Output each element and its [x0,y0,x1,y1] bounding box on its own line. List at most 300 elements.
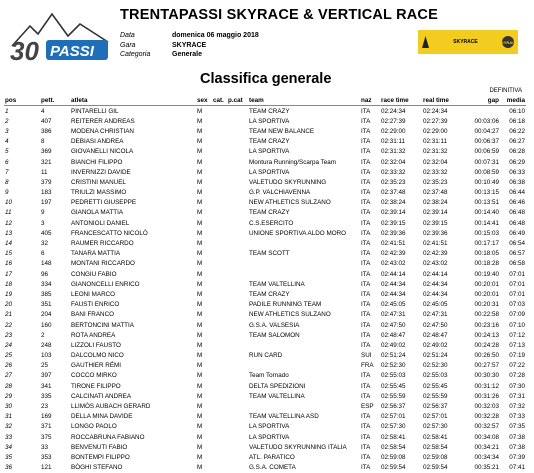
table-cell [227,167,248,177]
table-row [4,452,526,462]
table-cell: RUN CARD [249,352,283,360]
table-cell [212,361,227,371]
table-cell: ITA [361,107,371,115]
table-cell [466,106,500,117]
table-cell: TEAM VALTELLINA [249,392,305,400]
table-cell [227,249,248,259]
table-cell: REITERER ANDREAS [71,117,135,125]
table-cell: VALETUDO SKYRUNNING ITALIA [249,443,347,451]
table-row [4,198,526,208]
table-cell: DALCOLMO NICO [71,352,124,360]
table-cell: 353 [41,453,52,461]
table-cell: VALETUDO SKYRUNNING [249,178,327,186]
table-cell [227,106,248,117]
table-cell: ITA [361,433,371,441]
table-cell: M [197,229,203,237]
table-cell: DELTA SPEDIZIONI [249,382,306,390]
column-header: p.cat [227,95,248,106]
table-cell [248,259,360,269]
table-row [4,126,526,136]
table-cell: TEAM CRAZY [249,107,290,115]
table-cell: M [197,158,203,166]
table-cell: TEAM CRAZY [249,138,290,146]
table-cell: 00:17:17 [474,240,499,248]
table-cell [227,361,248,371]
table-cell: 11 [5,209,12,217]
table-cell: 06:44 [509,189,525,197]
table-cell: 07:01 [509,280,525,288]
table-row [4,442,526,452]
table-cell [227,452,248,462]
trentapassi-logo [8,6,112,64]
table-cell: 02:35:23 [423,178,448,186]
table-cell: ITA [361,382,371,390]
gara-value: SKYRACE [172,41,207,49]
table-cell: 00:27:57 [474,362,499,370]
table-cell: 02:42:39 [423,250,448,258]
table-row [4,177,526,187]
table-cell: 2 [41,331,45,339]
table-cell: 00:34:21 [474,443,499,451]
table-cell: 28 [5,382,13,390]
table-cell: 02:29:00 [381,127,406,135]
column-header: sex [196,95,212,106]
data-label: Data [120,32,135,39]
table-cell: 06:38 [509,178,525,186]
table-cell [227,259,248,269]
table-cell: 06:49 [509,229,525,237]
svg-text:PASSI: PASSI [50,43,94,60]
table-cell: 4 [41,107,45,115]
table-cell [227,208,248,218]
table-cell [212,126,227,136]
table-cell: M [197,178,203,186]
table-row [4,401,526,411]
table-cell: 407 [41,117,52,125]
table-cell: 5 [5,148,9,156]
table-cell: TRIULZI MASSIMO [71,189,127,197]
table-cell: Team Tornado [249,372,289,380]
table-row [4,432,526,442]
table-cell: M [197,382,203,390]
table-cell [227,188,248,198]
table-cell: GIANONCELLI ENRICO [71,280,140,288]
table-cell: ITA [361,341,371,349]
table-cell: 00:13:51 [474,199,499,207]
table-cell [212,188,227,198]
table-cell: 02:57:01 [423,413,448,421]
table-cell: LA SPORTIVA [249,433,290,441]
table-cell: 07:38 [509,433,525,441]
table-cell [227,137,248,147]
table-cell: 19 [5,290,13,298]
table-cell: 00:26:50 [474,352,499,360]
table-cell: 02:31:11 [381,138,406,146]
table-cell: 06:57 [509,250,525,258]
table-cell: 02:44:34 [423,280,448,288]
sponsor-badge-icon [498,36,518,48]
categoria-value: Generale [172,51,202,59]
gara-label: Gara [120,41,136,49]
table-cell: 02:39:15 [381,219,406,227]
table-cell [212,208,227,218]
table-cell: 30 [5,403,13,411]
table-cell: M [197,280,203,288]
table-cell: 02:49:02 [423,341,448,349]
table-cell [212,269,227,279]
table-cell: ITA [361,229,371,237]
table-cell: 02:33:32 [423,168,448,176]
table-cell: FAUSTI ENRICO [71,301,120,309]
table-body [4,106,526,473]
table-cell: 121 [41,464,52,472]
table-cell [212,442,227,452]
table-cell: ITA [361,392,371,400]
table-cell: 02:57:01 [381,413,406,421]
table-cell: 02:59:54 [381,464,406,472]
table-cell: 379 [41,178,52,186]
table-cell: M [197,138,203,146]
table-cell: 02:38:24 [381,199,406,207]
table-cell [212,198,227,208]
table-cell: 02:55:03 [381,372,406,380]
table-cell: 169 [41,413,52,421]
table-cell: MODENA CHRISTIAN [71,127,134,135]
table-cell: 8 [41,138,45,146]
table-cell: ITA [361,240,371,248]
table-cell: M [197,372,203,380]
column-header: media [500,95,526,106]
table-cell: 02:55:59 [423,392,448,400]
table-cell: 02:39:36 [381,229,406,237]
section-title: Classifica generale [200,71,332,87]
table-cell: 385 [41,290,52,298]
table-cell: 00:24:13 [474,331,499,339]
table-cell: CRISTINI MANUEL [71,178,126,186]
table-cell: LLIMÓS AUBACH GERARD [71,403,151,411]
table-cell: 06:22 [509,127,525,135]
table-cell [227,442,248,452]
table-cell: M [197,464,203,472]
table-cell [227,279,248,289]
table-cell [212,432,227,442]
table-cell: UNIONE SPORTIVA ALDO MORO [249,229,347,237]
table-cell: 06:48 [509,219,525,227]
table-cell: M [197,433,203,441]
table-cell: 24 [5,341,13,349]
table-cell: LA SPORTIVA [249,117,290,125]
table-cell: 02:33:32 [381,168,406,176]
table-cell: M [197,352,203,360]
table-cell: 02:55:45 [423,382,448,390]
table-cell: 00:32:03 [474,403,499,411]
table-cell: 7 [5,168,9,176]
table-cell: 16 [5,260,13,268]
table-cell: 02:31:32 [423,148,448,156]
table-cell: 33 [41,443,49,451]
table-row [4,157,526,167]
table-cell: LA SPORTIVA [249,168,290,176]
column-header: real time [422,95,466,106]
table-cell: 06:27 [509,138,525,146]
table-cell [212,249,227,259]
table-cell [227,126,248,136]
table-cell: 02:31:11 [423,138,448,146]
table-cell: 02:44:34 [423,290,448,298]
table-cell: 02:58:54 [423,443,448,451]
table-cell: 02:44:14 [423,270,448,278]
table-cell: DEBIASI ANDREA [71,138,124,146]
column-header: atleta [70,95,196,106]
table-cell: ITA [361,260,371,268]
table-cell [248,361,360,371]
table-cell [227,412,248,422]
table-cell: 02:51:24 [423,352,448,360]
table-cell: ITA [361,464,371,472]
table-cell: ITA [361,168,371,176]
table-cell: ROCCABRUNA FABIANO [71,433,145,441]
table-cell: 02:39:36 [423,229,448,237]
table-cell: ITA [361,331,371,339]
table-cell: 148 [41,260,52,268]
table-cell: 27 [5,372,13,380]
table-cell: G.S.A. VALSESIA [249,321,300,329]
table-cell: C.S.ESERCITO [249,219,294,227]
table-cell: 00:31:12 [474,382,499,390]
table-cell: 20 [5,301,13,309]
table-cell: 00:20:01 [474,290,499,298]
table-cell: TEAM VALTELLINA [249,280,305,288]
table-cell: 1 [5,107,9,115]
table-cell: 00:10:49 [474,178,499,186]
table-cell [227,340,248,350]
table-row [4,320,526,330]
table-cell: 321 [41,158,52,166]
table-cell: 02:55:59 [381,392,406,400]
table-cell [212,422,227,432]
table-cell: 00:20:01 [474,280,499,288]
column-header: gap [466,95,500,106]
table-cell: 96 [41,270,49,278]
table-cell: 02:58:41 [423,433,448,441]
table-cell: 00:20:31 [474,301,499,309]
table-cell: ITA [361,423,371,431]
table-cell: 21 [5,311,13,319]
table-cell: 13 [5,229,13,237]
table-cell: 8 [5,178,9,186]
table-cell: 6 [5,158,9,166]
table-cell: 02:37:48 [381,189,406,197]
table-cell: 00:07:31 [474,158,499,166]
table-cell: 10 [5,199,13,207]
table-cell: 02:32:04 [381,158,406,166]
table-cell: 02:47:50 [381,321,406,329]
table-cell: 07:32 [509,403,525,411]
table-row [4,137,526,147]
table-cell: ITA [361,453,371,461]
column-header: pos [4,95,40,106]
table-cell: 00:23:16 [474,321,499,329]
table-cell [212,177,227,187]
table-cell: PADILE RUNNING TEAM [249,301,322,309]
categoria-label: Categoria [120,51,151,59]
table-cell [227,422,248,432]
table-cell: 06:58 [509,260,525,268]
table-cell: ITA [361,189,371,197]
table-cell: GIANOLA MATTIA [71,209,124,217]
table-row [4,381,526,391]
table-cell [212,147,227,157]
table-cell [212,351,227,361]
table-cell [212,300,227,310]
table-cell: 07:28 [509,372,525,380]
table-cell: ITA [361,178,371,186]
table-cell: 23 [5,331,13,339]
table-cell: 00:32:57 [474,423,499,431]
table-cell: 00:13:15 [474,189,499,197]
table-row [4,289,526,299]
table-cell: TANARA MATTIA [71,250,121,258]
table-cell: CALCINATI ANDREA [71,392,132,400]
table-cell: 02:39:14 [381,209,406,217]
table-cell: 02:48:47 [423,331,448,339]
table-cell [212,167,227,177]
table-cell: 204 [41,311,52,319]
table-cell: G.S.A. COMETA [249,464,296,472]
table-cell: M [197,311,203,319]
table-cell: M [197,219,203,227]
table-cell: 183 [41,189,52,197]
table-cell [212,228,227,238]
sponsor-badge-text: SKYRACE [498,39,518,45]
table-cell: 32 [5,423,13,431]
table-cell: 02:29:00 [423,127,448,135]
table-row [4,228,526,238]
table-cell [227,177,248,187]
table-cell: GAUTHIER RÉMI [71,362,122,370]
table-cell [212,116,227,126]
table-cell: BERTONCINI MATTIA [71,321,134,329]
table-cell: 07:39 [509,453,525,461]
status-label: DEFINITIVA [489,88,522,94]
table-cell: ITA [361,148,371,156]
table-cell: G.P. VALCHIAVENNA [249,189,311,197]
table-cell: COCCO MIRKO [71,372,117,380]
table-cell: 00:15:03 [474,229,499,237]
table-cell: 02:59:08 [423,453,448,461]
table-cell: 02:57:30 [423,423,448,431]
table-cell: ESP [361,403,374,411]
table-cell: 369 [41,148,52,156]
table-cell: 00:04:27 [474,127,499,135]
table-cell: 02:55:03 [423,372,448,380]
table-cell [212,310,227,320]
table-cell [212,452,227,462]
table-cell: 9 [41,209,45,217]
table-cell: 02:56:37 [423,403,448,411]
table-cell: ITA [361,321,371,329]
table-cell: 26 [5,362,13,370]
table-cell: MONTANI RICCARDO [71,260,135,268]
table-cell: 00:32:28 [474,413,499,421]
table-cell: 15 [5,250,13,258]
table-cell: 02:47:31 [381,311,406,319]
table-cell [248,401,360,411]
table-cell: 23 [41,403,49,411]
table-cell [212,106,227,117]
table-cell [227,320,248,330]
table-cell: ITA [361,280,371,288]
table-cell [227,228,248,238]
table-cell: 22 [5,321,13,329]
table-row [4,218,526,228]
table-cell: 02:47:31 [423,311,448,319]
table-cell: Montura Running/Scarpa Team [249,158,337,166]
table-cell: 248 [41,341,52,349]
table-row [4,249,526,259]
table-cell: 34 [5,443,13,451]
table-cell: 02:43:02 [381,260,406,268]
table-cell: 397 [41,372,52,380]
table-cell: 02:59:08 [381,453,406,461]
table-cell: M [197,148,203,156]
table-cell: 06:33 [509,168,525,176]
table-cell: 02:39:14 [423,209,448,217]
table-cell: 371 [41,423,52,431]
table-cell: 02:32:04 [423,158,448,166]
table-cell: 06:10 [509,107,525,115]
table-cell [227,432,248,442]
table-cell: 02:58:41 [381,433,406,441]
table-cell: 4 [5,138,9,146]
table-cell: M [197,209,203,217]
table-cell: 06:29 [509,158,525,166]
table-cell: 02:27:39 [423,117,448,125]
table-cell [212,218,227,228]
table-cell: BENVENUTI FABIO [71,443,128,451]
table-cell [212,340,227,350]
table-cell: M [197,189,203,197]
table-row [4,147,526,157]
table-cell [227,391,248,401]
table-cell: 02:24:34 [423,107,448,115]
table-cell: 02:42:39 [381,250,406,258]
table-cell: 334 [41,280,52,288]
data-value: domenica 06 maggio 2018 [172,32,259,39]
table-row [4,116,526,126]
table-cell: LEONI MARCO [71,290,116,298]
table-cell: 02:44:34 [381,280,406,288]
table-cell: DELLA MINA DAVIDE [71,413,133,421]
table-cell [212,259,227,269]
table-cell: 33 [5,433,13,441]
table-row [4,208,526,218]
table-cell [227,381,248,391]
table-cell: 02:48:47 [381,331,406,339]
table-cell: 06:48 [509,209,525,217]
table-cell: M [197,413,203,421]
table-cell: ITA [361,443,371,451]
table-cell: 02:41:51 [423,240,448,248]
table-cell: M [197,250,203,258]
table-cell [212,391,227,401]
table-cell: 6 [41,250,45,258]
table-cell: 103 [41,352,52,360]
table-cell: 375 [41,433,52,441]
table-cell: 12 [5,219,13,227]
table-cell: ROTA ANDREA [71,331,116,339]
mountain-logo-icon [8,6,112,64]
